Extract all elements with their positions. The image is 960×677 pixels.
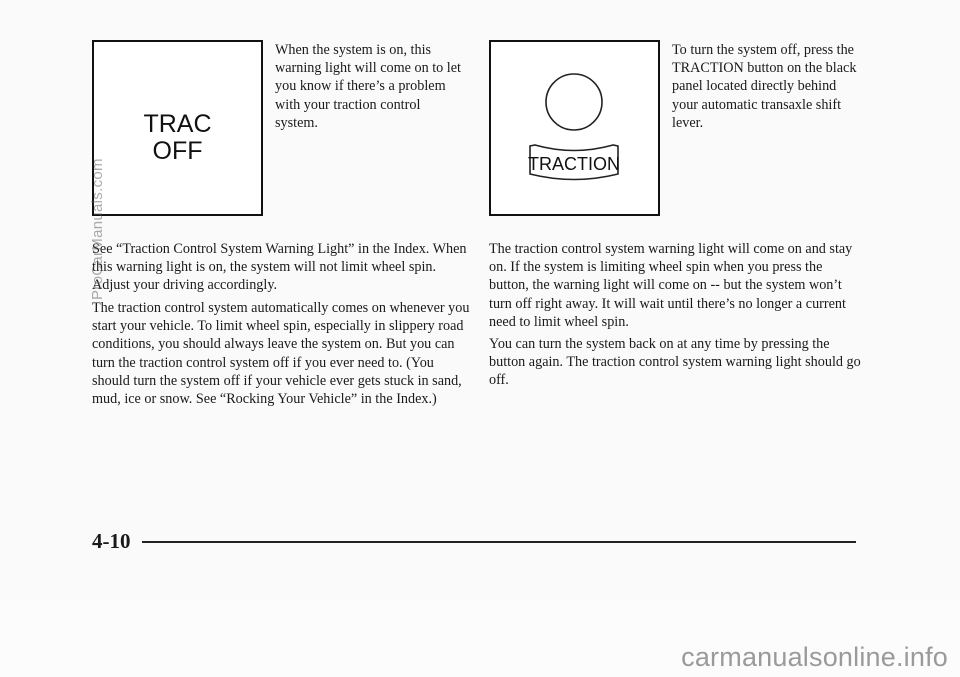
paragraph-turn-off: To turn the system off, press the TRACTION button on the black panel located directly behind your automatic transaxle shift lever. xyxy=(672,42,857,131)
trac-label: TRAC xyxy=(143,110,212,138)
footer-watermark: carmanualsonline.info xyxy=(681,642,948,672)
traction-button-icon xyxy=(491,42,658,214)
side-watermark-text: ProCarManuals.com xyxy=(89,158,106,300)
paragraph-auto-on: The traction control system automatically comes on whenever you start your vehicle. To limit wheel spin, especially in slippery road conditions, you should always leave the system on. But you can turn the traction control system off if you ever need to. (You should turn the system off if your vehicle ever gets stuck in sand, mud, ice or snow. See “Rocking Your Vehicle” in the Index.) xyxy=(92,300,470,408)
paragraph-see-index: See “Traction Control System Warning Light” in the Index. When this warning light is on, the system will not limit wheel spin. Adjust your driving accordingly. xyxy=(92,241,467,294)
traction-button-label: TRACTION xyxy=(528,154,620,174)
paragraph-light-on: The traction control system warning light will come on and stay on. If the system is limiting wheel spin when you press the button, the warning light will come on -- but the system won’t turn off right away. It will wait until there’s no longer a current need to limit wheel spin. xyxy=(489,241,853,330)
trac-off-indicator-illustration xyxy=(92,40,263,216)
off-label: OFF xyxy=(152,137,203,165)
traction-button-illustration xyxy=(489,40,660,216)
page-number: 4-10 xyxy=(92,529,131,553)
paragraph-turn-back-on: You can turn the system back on at any time by pressing the button again. The traction control system warning light should go off. xyxy=(489,336,861,389)
paragraph-system-on: When the system is on, this warning light will come on to let you know if there’s a problem with your traction control system. xyxy=(275,42,461,131)
footer-rule xyxy=(142,541,856,543)
